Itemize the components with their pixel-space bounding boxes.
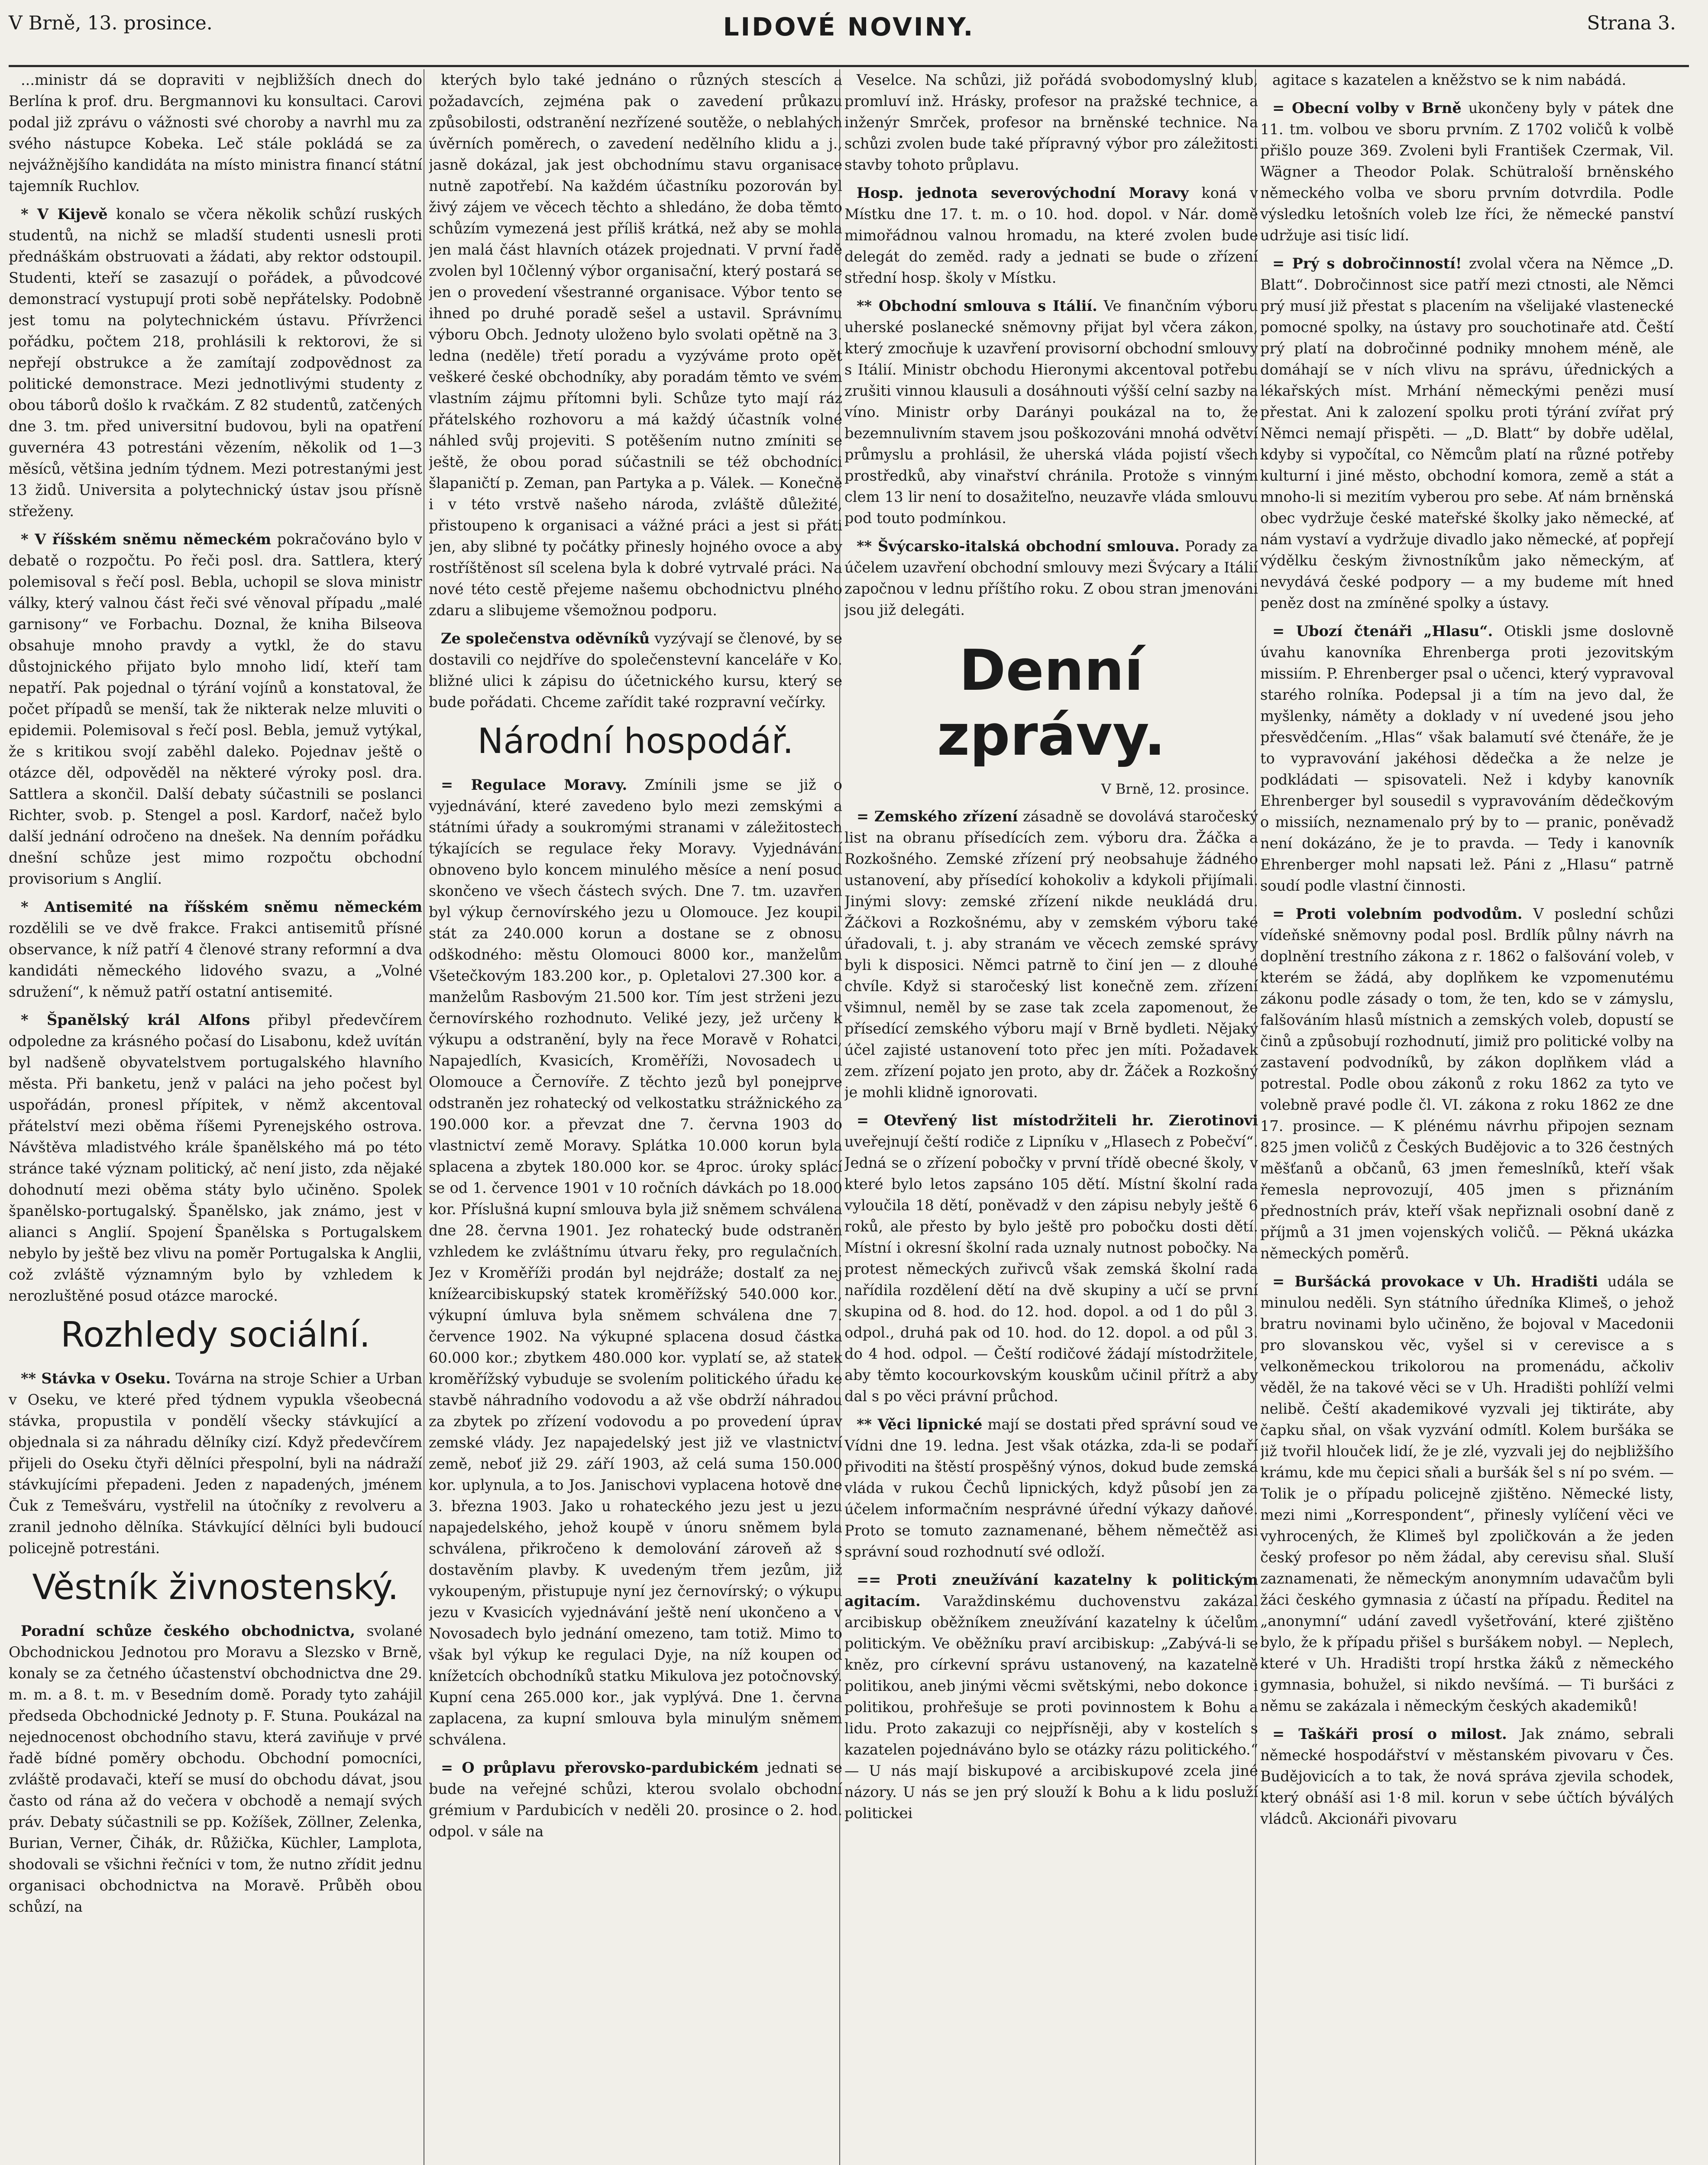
header-date: V Brně, 13. prosince. [9, 12, 213, 34]
article-lead: * V Kijevě [21, 205, 108, 223]
column-3 [844, 69, 1258, 2165]
article-paragraph: = O průplavu přerovsko-pardubickém jednati se bude na veřejné schůzi, kterou svolalo obchodní grémium v Pardubicích v neděli 20. prosince o 2. hod. odpol. v sále na [429, 1759, 842, 1840]
article-lead: ** Švýcarsko-italská obchodní smlouva. [857, 537, 1180, 555]
article-lead: * Antisemité na říšském sněmu německém [21, 898, 422, 915]
section-title: Rozhledy sociální. [60, 1315, 371, 1355]
article-paragraph: == Proti zneužívání kazatelny k politickým agitacím. Varaždinskému duchovenstvu zakázal arcibiskup oběžníkem zneužívání kazatelny k účelům politickým. Ve oběžníku praví arcibiskup: „Zabývá-li se kněz, pro církevní správu ustanovený, na kazatelně politikou, aneb jinými věcmi světskými, nebo dokonce i politikou, prohřešuje se proti povinnostem k Bohu a lidu. Proto zakazuji co nejpřísněji, aby v kostelích s kazatelen pojednáváno bylo se otázky rázu politického.“ — U nás mají biskupové a arcibiskupové zcela jiné názory. U nás se jen prý slouží k Bohu a k lidu posluží politickei [844, 1571, 1258, 1822]
article-lead: * V říšském sněmu německém [21, 530, 272, 548]
article-lead: ** Věci lipnické [857, 1415, 983, 1433]
article-paragraph: = Obecní volby v Brně ukončeny byly v pátek dne 11. tm. volbou ve sboru prvním. Z 1702 voličů k volbě přišlo pouze 369. Zvoleni byli František Czermak, Vil. Wägner a Theodor Polak. Schütraloší brněnského německého volba ve sboru prvním dotvrdila. Podle výsledku letošních voleb lze říci, že německé panství udržuje asi tisíc lidí. [1260, 99, 1674, 244]
article-lead: = Proti volebním podvodům. [1272, 905, 1523, 922]
article-paragraph: = Prý s dobročinností! zvolal včera na Němce „D. Blatt“. Dobročinnost sice patří mezi ctnosti, ale Němci prý musí již přestat s placením na všelijaké vlastenecké pomocné spolky, na ústavy pro souchotinaře atd. Čeští prý platí na dobročinné podniky mnohem méně, ale domáhají se v ních vlivu na správu, úřednických a lékařských míst. Mrhání německými penězi musí přestat. Ani k zalození spolku proti týrání zvířat prý Němci nemají přispěti. — „D. Blatt“ by dobře udělal, kdyby si vypočítal, co Němcům platí na různé potřeby kulturní i jiné město, obchodní komora, země a stát a mnoho-li si mezitím vyberou pro sebe. Ať nám brněnská obec vydržuje české mateřské školky jako německé, ať nám vystaví a vydržuje divadlo jako německé, ať popřejí výdělku českým živnostníkům jako německým, ať nevydává české podpory — a my budeme mít hned peněz dost na zmíněné spolky a ústavy. [1260, 255, 1674, 611]
article-paragraph: = Proti volebním podvodům. V poslední schůzi vídeňské sněmovny podal posl. Brdlík půlny návrh na doplnění trestního zákona z r. 1862 o falšování voleb, v kterém se žádá, aby doplňkem ke vzpomenutému zákonu podle zásady o tom, že ten, kdo se v zámyslu, falšováním hlasů místnich a zemských voleb, dopustí se činů a způsobují rozhodnutí, jimiž pro politické volby na zastavení podvodníků, by zákon doplňkem vlád a potrestal. Podle obou zákonů z roku 1862 za tyto ve volebně pravé podle čl. VI. zákona z roku 1862 ze dne 17. prosince. — K plénému návrhu připojen seznam 825 jmen voličů z Českých Budějovic a to 326 čestných měšťanů a občanů, 63 jmen řemeslníků, kteří však řemesla neprovozují, 405 jmen s přiznáním přednostních práv, kteří však nepřiznali osobní daně z příjmů a 31 jmen vojenských voličů. — Pěkná ukázka německých poměrů. [1260, 905, 1674, 1262]
article-paragraph: ** Obchodní smlouva s Itálií. Ve finančním výboru uherské poslanecké sněmovny přijat byl včera zákon, který zmocňuje k uzavření provisorní obchodní smlouvy s Itálií. Ministr obchodu Hieronymi akcentoval potřebu zrušiti vinnou klausuli a dosáhnouti výšší celní sazby na víno. Ministr orby Darányi poukázal na to, že bezemnulivním stavem jsou poškozováni mnohá odvětví průmyslu a prohlásil, že uherská vláda pojistí všech prostředků, aby vinařství chránila. Protože s vinným clem 13 lir není to dosažiteľno, neuzavře vláda smlouvu pod touto podmínkou. [844, 297, 1258, 527]
article-lead: Ze společenstva oděvníků [441, 630, 650, 647]
dateline: V Brně, 12. prosince. [1101, 781, 1249, 797]
column-2 [429, 69, 842, 2165]
article-paragraph: = Buršácká provokace v Uh. Hradišti udála se minulou neděli. Syn státního úředníka Klimeš, o jehož bratru novinami bylo učiněno, že bojoval v Macedonii pro slovanskou věc, vyšel si v cerevisce a s velkoněmeckou trikolorou na promenádu, ačkoliv věděl, že na takové věci se v Uh. Hradišti pohlíží velmi nelibě. Čeští akademikové vyzvali jej tiktiráte, aby čapku sňal, on však vyzvání odmítl. Kolem buršáka se již tvořil hlouček lidí, že je zlé, vyzvali jej do nejbližšího krámu, kde mu čepici sňali a buršák šel s ní po svém. — Tolik je o případu policejně zjištěno. Německé listy, mezi nimi „Korrespondent“, přinesly vylíčení věci ve vyhrocených, že Klimeš byl zpoličkován a že jeden český profesor po něm žádal, aby cerevisu sňal. Sluší zaznamenati, že německým anonymním udavačům byli žáci českého gymnasia z účastí na případu. Ředitel na „anonymní“ udání zavedl vyšetřování, které zjištěno bylo, že k případu přišel s buršákem nobyl. — Neplech, které v Uh. Hradišti tropí hrstka žáků z německého gymnasia, bohužel, si nikdo nevšímá. — Ti buršáci z němu se zakázala i německým českých akademiků! [1260, 1273, 1674, 1714]
article-paragraph: = Taškáři prosí o milost. Jak známo, sebrali německé hospodářství v městanském pivovaru v Čes. Budějovicích a to tak, že nová správa zjevila schodek, který obnáší asi 1·8 mil. korun v sebe účtích býválých vládců. Akcionáři pivovaru [1260, 1725, 1674, 1827]
article-lead: == Proti zneužívání kazatelny k politickým agitacím. [844, 1571, 1258, 1609]
masthead: LIDOVÉ NOVINY. [723, 12, 975, 42]
section-title: Věstník živnostenský. [32, 1567, 399, 1607]
article-lead: = Taškáři prosí o milost. [1272, 1725, 1507, 1742]
article-paragraph: * Španělský král Alfons přibyl předevčírem odpoledne za krásného počasí do Lisabonu, kdež uvítán byl nadšeně obyvatelstvem portugalského hlavního města. Při banketu, jenž v paláci na jeho počest byl uspořádán, pronesl přípitek, v němž akcentoval přátelství mezi oběma říšemi Pyrenejského ostrova. Návštěva mladistvého krále španělského má po této stránce také význam politický, ač není jisto, zda nějaké dohodnutí mezi oběma státy bylo učiněno. Spolek španělsko-portugalský. Španělsko, jak známo, jest v alianci s Anglií. Spojení Španělska s Portugalskem nebylo by ještě bez vlivu na poměr Portugalska k Anglii, což zvláště významným bylo by vzhledem k nerozluštěné posud otázce marocké. [9, 1011, 422, 1304]
article-paragraph: Hosp. jednota severovýchodní Moravy koná v Místku dne 17. t. m. o 10. hod. dopol. v Nár. domě mimořádnou valnou hromadu, na které zvolen bude delegát do zeměd. rady a jednati se bude o zřízení střední hosp. školy v Místku. [844, 184, 1258, 286]
article-lead: = Prý s dobročinností! [1272, 255, 1462, 272]
article-paragraph: ** Švýcarsko-italská obchodní smlouva. Porady za účelem uzavření obchodní smlouvy mezi Švýcary a Itálií započnou v lednu příštího roku. Z obou stran jmenováni jsou již delegáti. [844, 537, 1258, 618]
article-lead: = Buršácká provokace v Uh. Hradišti [1272, 1273, 1598, 1290]
section-title: Národní hospodář. [477, 721, 794, 761]
article-lead: * Španělský král Alfons [21, 1011, 250, 1028]
article-lead: Poradní schůze českého obchodnictva, [21, 1622, 356, 1639]
article-paragraph: ** Věci lipnické mají se dostati před správní soud ve Vídni dne 19. ledna. Jest však otázka, zda-li se podaří přivoditi na štěstí prospěšný výnos, dokud bude zemská vláda v rukou Čechů lipnických, když působí jen za účelem informačním nesprávné úřední výkazy daňové. Proto se tomuto zaznamenané, během němečtěž asi správní soud rozhodnutí své odloží. [844, 1415, 1258, 1560]
article-lead: ** Stávka v Oseku. [21, 1370, 171, 1387]
page-number: Strana 3. [1587, 12, 1676, 34]
article-lead: Hosp. jednota severovýchodní Moravy [857, 184, 1189, 201]
article-paragraph: * V říšském sněmu německém pokračováno bylo v debatě o rozpočtu. Po řeči posl. dra. Sattlera, který polemisoval s řečí posl. Bebla, uchopil se slova ministr války, který valnou část řeči své věnoval případu „malé garnisony“ ve Forbachu. Doznal, že kniha Bilseova obsahuje mnoho pravdy a vytkl, že do stavu důstojnického přijato bylo mnoho lidí, kteří tam nepatří. Pak pojednal o týrání vojínů a konstatoval, že počet případů se menší, tak že nikterak nelze mluviti o epidemii. Polemisoval s řečí posl. Bebla, jemuž vytýkal, že s kritikou svojí zaběhl daleko. Pojednav ještě o otázce děl, odpověděl na některé výroky posl. dra. Sattlera a skončil. Další debaty súčastnili se poslanci Richter, svob. p. Stengel a posl. Kardorf, načež bylo další jednání odročeno na dnešek. Na denním pořádku dnešní schůze jest mimo rozpočtu obchodní provisorium s Anglií. [9, 530, 422, 887]
column-4 [1260, 69, 1674, 2165]
header-rule [9, 65, 1689, 67]
article-paragraph: ** Stávka v Oseku. Továrna na stroje Schier a Urban v Oseku, ve které před týdnem vypukla všeobecná stávka, propustila v pondělí všecky stávkující a objednala si za náhradu dělníky cizí. Když předevčírem přijeli do Oseku čtyři dělníci přespolní, byli na nádraží stávkujícími přepadeni. Jeden z napadených, jménem Čuk z Temešváru, vystřelil na útočníky z revolveru a zranil jednoho dělníka. Stávkující dělníci byli budoucí policejně potrestáni. [9, 1370, 422, 1557]
column-1 [9, 69, 422, 2165]
article-lead: = Obecní volby v Brně [1272, 99, 1462, 116]
article-lead: = Ubozí čtenáři „Hlasu“. [1272, 622, 1493, 640]
article-paragraph: agitace s kazatelen a kněžstvo se k nim nabádá. [1272, 71, 1627, 88]
article-paragraph: Veselce. Na schůzi, již pořádá svobodomyslný klub, promluví inž. Hrásky, profesor na pražské technice, a inženýr Smrček, profesor na brněnské technice. Na schůzi zvolen bude také přípravný výbor pro záležitosti stavby tohoto průplavu. [844, 71, 1258, 173]
article-paragraph: = Ubozí čtenáři „Hlasu“. Otiskli jsme doslovně úvahu kanovníka Ehrenberga proti jezovitským missiím. P. Ehrenberger psal o učenci, který vypravoval starého rolníka. Podepsal ji a tím na jevo dal, že myšlenky, náměty a doklady v ní uvedené jsou jeho přesvědčením. „Hlas“ však balamutí své čtenáře, že je to vypravování jakéhosi dědečka a že nelze je podkládati — spisovateli. Než i kdyby kanovník Ehrenberger byl sousedil s vypravováním dědečkovým o missiích, neznamenalo prý by to — pranic, poněvadž není dokázáno, že je to pravda. — Tedy i kanovník Ehrenberger mohl napsati lež. Páni z „Hlasu“ patrně soudí podle vlastní činnosti. [1260, 622, 1674, 894]
article-lead: = O průplavu přerovsko-pardubickém [441, 1759, 759, 1776]
article-paragraph: kterých bylo také jednáno o různých stescích a požadavcích, zejména pak o zavedení průkazu způsobilosti, odstranění nezřízené soutěže, o neblahých úvěrních poměrech, o zavedení nedělního klidu a j., jasně dokázal, jak jest obchodnímu stavu organisace nutně zapotřebí. Na každém účastníku pozorován byl živý zájem ve věcech těchto a shledáno, že doba těmto schůzím vymezená jest příliš krátká, než aby se mohla jen malá část hlavních otázek projednati. V první řadě zvolen byl 10členný výbor organisační, který postará se jen o provedení všestranné organisace. Výbor tento se ihned po druhé poradě sešel a ustavil. Správnímu výboru Obch. Jednoty uloženo bylo svolati opětně na 3. ledna (neděle) třetí poradu a vyzýváme proto opět veškeré české obchodníky, aby poradám těmto ve svém vlastním zájmu přítomni byli. Schůze tyto mají ráz přátelského rozhovoru a má každý účastník volné náhled svůj projeviti. S potěšením nutno zmíniti se ještě, že obou porad súčastnili se též obchodníci šlapaničtí p. Zeman, pan Partyka a p. Válek. — Konečně i v této vrstvě našeho národa, zvláště důležité, přistoupeno k organisaci a vážné práci a jest si přáti jen, aby slibné ty počátky přinesly hojného ovoce a aby rostříštěnost síl scelena byla k dobré vytrvalé práci. Na nové této cestě přejeme našemu obchodnictvu plného zdaru a slibujeme všemožnou podporu. [429, 71, 842, 619]
article-paragraph: * Antisemité na říšském sněmu německém rozdělili se ve dvě frakce. Frakci antisemitů přísné observance, k níž patří 4 členové strany reformní a dva kandidáti německého lidového svazu, a „Volné sdružení“, k němuž patří ostatní antisemité. [9, 898, 422, 1000]
article-paragraph: = Zemského zřízení zásadně se dovolává staročeský list na obranu přísedících zem. výboru dra. Žáčka a Rozkošného. Zemské zřízení prý neobsahuje žádného ustanovení, aby přísedící kohokoliv a kdykoli přijímali. Jinými slovy: zemské zřízení nikde neukládá dru. Žáčkovi a Rozkošnému, aby v zemském výboru také úřadovali, t. j. aby stranám ve věcech zemské správy byli k disposici. Němci patrně to činí jen — z dlouhé chvíle. Když si staročeský list konečně zem. zřízení všimnul, neměl by se zase tak zcela zapomenout, že přísedící zemského výboru mají v Brně bydleti. Nějaký účel zajisté ustanovení toto přec jen míti. Požadavek zem. zřízení pojato jen proto, aby dr. Žáček a Rozkošný je mohli klidně ignorovati. [844, 808, 1258, 1101]
article-lead: = Regulace Moravy. [441, 776, 628, 793]
article-lead: ** Obchodní smlouva s Itálií. [857, 297, 1097, 314]
article-paragraph: Ze společenstva oděvníků vyzývají se členové, by se dostavili co nejdříve do společenstevní kanceláře v Ko. bližné ulici k zápisu do účetnického kursu, který se bude pořádati. Chceme zařídit také rozpravní večírky. [429, 630, 842, 711]
article-paragraph: ...ministr dá se dopraviti v nejbližších dnech do Berlína k prof. dru. Bergmannovi ku konsultaci. Carovi podal již zprávu o vážnosti své choroby a navrhl mu za svého nástupce Kobeka. Leč stále pokládá se za nejvážnějšího kandidáta na místo ministra financí státní tajemník Ruchlov. [9, 71, 422, 194]
article-paragraph: * V Kijevě konalo se včera několik schůzí ruských studentů, na nichž se mladší studenti usnesli proti přednáškám obstruovati a žádati, aby rektor odstoupil. Studenti, kteří se zasazují o pořádek, a původcové demonstrací vystupují proti sobě nepřátelsky. Podobně jest tomu na polytechnickém ústavu. Přívrženci pořádku, počtem 218, prohlásili k rektorovi, že si nepřejí obstrukce a že zamítají zodpovědnost za politické demonstrace. Mezi jednotlivými studenty z obou táborů došlo k rvačkám. Z 82 studentů, zatčených dne 3. tm. před universitní budovou, byli na opatření guvernéra 43 potrestáni vězením, několik od 1—3 měsíců, většina jedním týdnem. Mezi potrestanými jest 13 židů. Universita a polytechnický ústav jsou přísně střeženy. [9, 205, 422, 520]
article-paragraph: = Regulace Moravy. Zmínili jsme se již o vyjednávání, které zavedeno bylo mezi zemskými a státními úřady a soukromými stranami v záležitostech týkajících se regulace řeky Moravy. Vyjednávání obnoveno bylo koncem minulého měsíce a není posud skončeno ve všech částech svých. Dne 7. tm. uzavřen byl výkup černovírského jezu u Olomouce. Jez koupil stát za 240.000 korun a dostane se z obnosu odškodného: městu Olomouci 8000 kor., manželům Všetečkovým 183.200 kor., p. Opletalovi 27.300 kor. a manželům Rasbovým 21.500 kor. Tím jest strženi jezu černovírského rozhodnuto. Veliké jezy, jež určeny k výkupu a odstranění, byly na řece Moravě v Rohatci, Napajedlích, Kvasicích, Kroměříži, Novosadech u Olomouce a Černovíře. Z těchto jezů byl ponejprve odstraněn jez rohatecký od velkostatku strážnického za 190.000 kor. a převzat dne 7. června 1903 do vlastnictví země Moravy. Splátka 10.000 korun byla splacena a zbytek 180.000 kor. se 4proc. úroky splácí se od 1. července 1901 v 10 ročních dávkách po 18.000 kor. Příslušná kupní smlouva byla již sněmem schválena dne 28. června 1901. Jez rohatecký bude odstraněn vzhledem ke zvláštnímu útvaru řeky, pro regulačních. Jez v Kroměříži prodán byl nejdráže; dostalť za nej knížearcibiskupský statek kroměřížský 540.000 kor., výkupní úmluva byla sněmem schválena dne 7. července 1902. Na výkupné splacena dosud částka 60.000 kor.; zbytkem 480.000 kor. vyplatí se, až statek kroměřížský vybuduje se svolením politického úřadu ke stavbě náhradního vodovodu a až vše obdrží náhradou za zbytek po zřízení vodovodu a po provedení úprav zemské vlády. Jez napajedelský jest již ve vlastnictví země, neboť již 29. září 1903, až celá suma 150.000 kor. uplynula, a to Jos. Janischovi vyplacena hotově dne 3. března 1903. Jako u rohateckého jezu jest u jezu napajedelského, jehož koupě v únoru sněmem byla schválena, přikročeno k demolování zároveň až s dostavěním plavby. K uvedeným třem jezům, již vykoupeným, přistupuje nyní jez černovírský; o výkupu jezu v Kvasicích vyjednávání ještě není ukončeno a v Novosadech bylo jednání omezeno, tam totiž. Mimo to však byl výkup ke regulaci Dyje, na níž koupen od knížetcích obchodníků statku Mikulova jez potočnovský. Kupní cena 265.000 kor., jak vyplývá. Dne 1. června zaplacena, za kupní smlouva byla minulým sněmem schválena. [429, 776, 842, 1748]
page-header [9, 4, 1689, 69]
article-lead: = Otevřený list místodržiteli hr. Zierotinovi [857, 1112, 1258, 1129]
article-paragraph: Poradní schůze českého obchodnictva, svolané Obchodnickou Jednotou pro Moravu a Slezsko v Brně, konaly se za četného účastenství obchodnictva dne 29. m. m. a 8. t. m. v Besedním domě. Porady tyto zahájil předseda Obchodnické Jednoty p. F. Stuna. Poukázal na nejednocenost obchodního stavu, která zaviňuje v prvé řadě bídné poměry obchodu. Obchodní pomocníci, zvláště prodavači, kteří se musí do obchodu dávat, jsou často od rána až do večera v obchodě a nemají svých práv. Debaty súčastnili se pp. Kožíšek, Zöllner, Zelenka, Burian, Verner, Čihák, dr. Růžička, Küchler, Lamplota, shodovali se všichni řečníci v tom, že nutno zřídit jednu organisaci obchodnictva na Moravě. Průběh obou schůzí, na [9, 1622, 422, 1915]
article-paragraph: = Otevřený list místodržiteli hr. Zierotinovi uveřejnují čeští rodiče z Lipníku v „Hlasech z Pobečví“. Jedná se o zřízení pobočky v první třídě obecné školy, v které bylo letos zapsáno 105 dětí. Místní školní rada vyloučila 18 dětí, poněvadž v den zápisu nebyly ještě 6 roků, ale přesto by bylo ještě pro pobočku dosti dětí. Místní i okresní školní rada uznaly nutnost pobočky. Na protest německých zuřivců však zemská školní rada nařídila rozdělení dětí na dvě skupiny a učí se první skupina od 8. hod. do 12. hod. dopol. a od 1 do půl 3. odpol., druhá pak od 10. hod. do 12. dopol. a od půl 3. do 4 hod. odpol. — Čeští rodičové žádají místodržitele, aby těmto kocourkovským kouskům učinil přítrž a aby dal s po věci právní průchod. [844, 1112, 1258, 1405]
article-lead: = Zemského zřízení [857, 808, 1018, 825]
section-title-daily-news: Denní zprávy. [937, 637, 1166, 768]
